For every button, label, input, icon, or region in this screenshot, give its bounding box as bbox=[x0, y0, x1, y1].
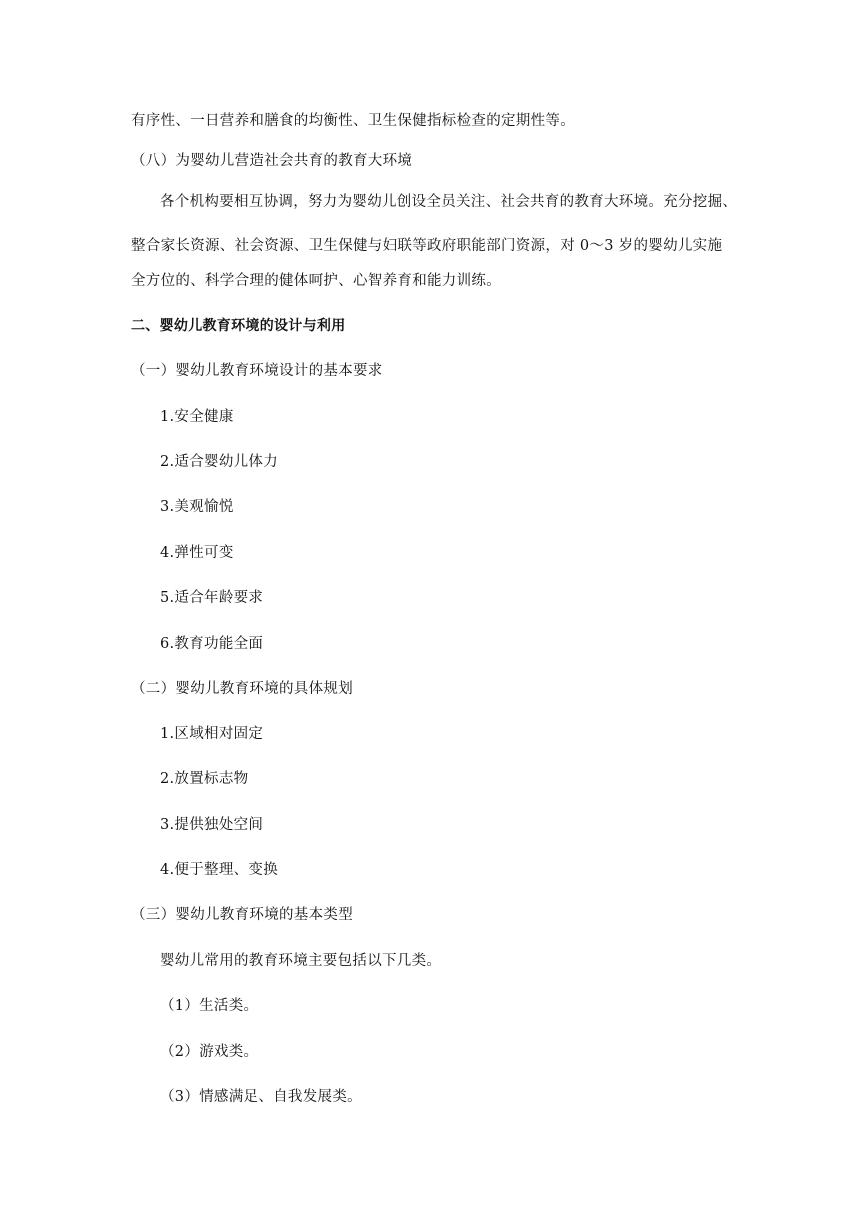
list-item: 6.教育功能全面 bbox=[160, 636, 264, 652]
paragraph-intro: 婴幼儿常用的教育环境主要包括以下几类。 bbox=[160, 953, 442, 969]
paragraph-continuation-line: 有序性、一日营养和膳食的均衡性、卫生保健指标检查的定期性等。 bbox=[131, 113, 575, 129]
list-item: 1.区域相对固定 bbox=[160, 726, 264, 742]
subsection-title-one: （一）婴幼儿教育环境设计的基本要求 bbox=[131, 363, 383, 379]
list-item: 4.便于整理、变换 bbox=[160, 862, 279, 878]
paragraph-line-2: 整合家长资源、社会资源、卫生保健与妇联等政府职能部门资源，对 0～3 岁的婴幼儿实施 bbox=[131, 238, 723, 254]
list-item: 4.弹性可变 bbox=[160, 545, 234, 561]
subsection-title-eight: （八）为婴幼儿营造社会共育的教育大环境 bbox=[131, 153, 413, 169]
list-item: （1）生活类。 bbox=[160, 998, 259, 1014]
list-item: （2）游戏类。 bbox=[160, 1044, 259, 1060]
list-item: 5.适合年龄要求 bbox=[160, 590, 264, 606]
list-item: 2.适合婴幼儿体力 bbox=[160, 454, 279, 470]
list-item: 3.提供独处空间 bbox=[160, 817, 264, 833]
subsection-title-three: （三）婴幼儿教育环境的基本类型 bbox=[131, 907, 353, 923]
list-item: 2.放置标志物 bbox=[160, 771, 249, 787]
paragraph-line-1: 各个机构要相互协调，努力为婴幼儿创设全员关注、社会共育的教育大环境。充分挖掘、 bbox=[160, 194, 738, 210]
subsection-title-two: （二）婴幼儿教育环境的具体规划 bbox=[131, 681, 353, 697]
list-item: （3）情感满足、自我发展类。 bbox=[160, 1089, 362, 1105]
list-item: 3.美观愉悦 bbox=[160, 499, 234, 515]
section-heading-two: 二、婴幼儿教育环境的设计与利用 bbox=[131, 318, 346, 334]
paragraph-line-3: 全方位的、科学合理的健体呵护、心智养育和能力训练。 bbox=[131, 273, 501, 289]
list-item: 1.安全健康 bbox=[160, 409, 234, 425]
